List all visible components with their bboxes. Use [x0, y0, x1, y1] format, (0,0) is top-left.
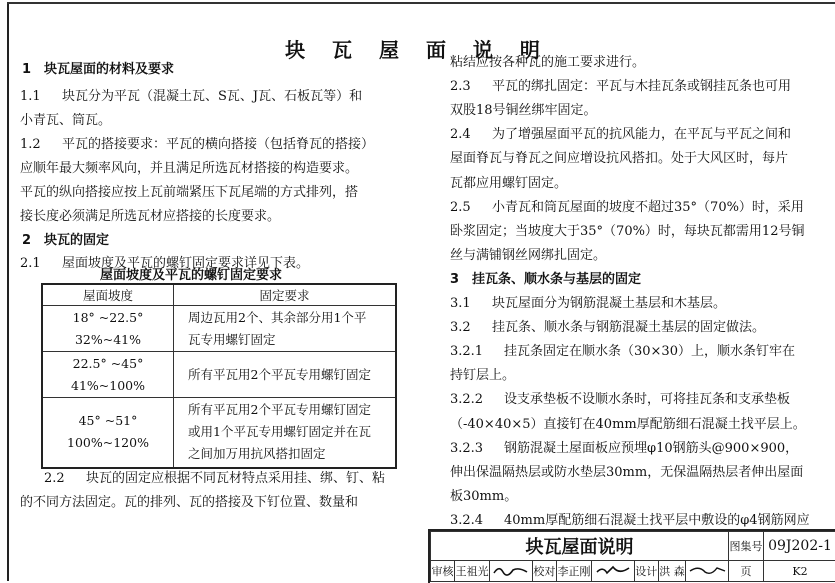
slope-value: 18° ~22.5°: [43, 307, 173, 329]
clause-number: 2.2: [44, 470, 86, 488]
table-title: 屋面坡度及平瓦的螺钉固定要求: [100, 264, 282, 283]
table-header-row: [42, 284, 396, 306]
clause-number: 3.2: [450, 319, 492, 337]
clause-number: 3.2.2: [450, 391, 504, 409]
clause-text: 屋面脊瓦与脊瓦之间应增设抗风搭扣。处于大风区时，每片: [450, 151, 788, 166]
slope-value: 45° ~51°: [43, 410, 173, 432]
clause-text: 丝与满铺钢丝网绑扎固定。: [450, 248, 606, 263]
table-row: [42, 398, 396, 468]
requirement-cell: [174, 352, 397, 398]
clause-text: 卧浆固定；当坡度大于35°（70%）时，每块瓦都需用12号铜: [450, 224, 804, 239]
clause-text: 40mm厚配筋细石混凝土找平层中敷设的φ4钢筋网应: [504, 513, 810, 528]
paragraph-line: [450, 150, 788, 168]
slope-value: 41%~100%: [43, 375, 173, 397]
clause-text: 为了增强屋面平瓦的抗风能力，在平瓦与平瓦之间和: [492, 127, 791, 142]
fixing-requirements-table: [41, 283, 397, 469]
reviewer-signature: [490, 561, 533, 582]
clause-number: 1.1: [20, 88, 62, 106]
check-label: 校对: [532, 561, 556, 582]
header-slope: 屋面坡度: [42, 284, 174, 306]
paragraph-line: [450, 343, 795, 361]
header-requirement: 固定要求: [174, 284, 397, 306]
slope-value: 100%~120%: [43, 432, 173, 454]
paragraph-line: [450, 464, 803, 482]
page-frame-left: [7, 2, 9, 581]
paragraph-line: [450, 247, 606, 265]
clause-text: 块瓦屋面的材料及要求: [44, 62, 174, 77]
clause-text: 平瓦的搭接要求：平瓦的横向搭接（包括脊瓦的搭接）: [62, 137, 374, 152]
paragraph-line: [20, 88, 362, 106]
clause-text: 平瓦的纵向搭接应按上瓦前端紧压下瓦尾端的方式排列，搭: [20, 185, 358, 200]
paragraph-line: [450, 295, 726, 313]
requirement-text: 瓦专用螺钉固定: [188, 329, 395, 351]
atlas-number: 09J202-1: [764, 532, 835, 561]
paragraph-line: [450, 367, 515, 385]
designer-signature: [686, 561, 729, 582]
page-number: K2: [764, 561, 835, 582]
paragraph-line: [450, 126, 791, 144]
paragraph-line: [450, 199, 804, 217]
paragraph-line: [20, 494, 358, 512]
table-row: [42, 352, 396, 398]
checker-signature: [592, 561, 635, 582]
paragraph-line: [20, 208, 280, 226]
clause-number: 3.2.4: [450, 512, 504, 530]
paragraph-line: [20, 112, 111, 130]
clause-number: 2.1: [20, 255, 62, 273]
page-frame-top: [7, 2, 835, 4]
section-heading: [450, 271, 641, 289]
paragraph-line: [450, 54, 645, 72]
requirement-text: 之间加万用抗风搭扣固定: [188, 443, 395, 465]
clause-text: 瓦都应用螺钉固定。: [450, 176, 567, 191]
clause-number: 1: [22, 61, 44, 79]
clause-number: 2.4: [450, 126, 492, 144]
page-label: 页: [729, 561, 764, 582]
paragraph-line: [450, 319, 765, 337]
clause-text: 块瓦的固定应根据不同瓦材特点采用挂、绑、钉、粘: [86, 471, 385, 486]
section-heading: [22, 232, 109, 250]
clause-text: 挂瓦条固定在顺水条（30×30）上，顺水条钉牢在: [504, 344, 795, 359]
clause-number: 1.2: [20, 136, 62, 154]
paragraph-line: [450, 416, 806, 434]
clause-number: 2: [22, 232, 44, 250]
paragraph-line: [450, 223, 804, 241]
checker-name: 李正刚: [556, 561, 591, 582]
clause-text: 小青瓦和筒瓦屋面的坡度不超过35°（70%）时，采用: [492, 200, 804, 215]
clause-text: 小青瓦、筒瓦。: [20, 113, 111, 128]
slope-value: 32%~41%: [43, 329, 173, 351]
clause-text: （-40×40×5）直接钉在40mm厚配筋细石混凝土找平层上。: [450, 417, 806, 432]
title-block: [428, 529, 835, 583]
clause-text: 持钉层上。: [450, 368, 515, 383]
paragraph-line: [20, 136, 374, 154]
requirement-cell: [174, 398, 397, 468]
requirement-cell: [174, 306, 397, 352]
requirement-text: 周边瓦用2个、其余部分用1个平: [188, 307, 395, 329]
paragraph-line: [450, 391, 790, 409]
paragraph-line: [450, 512, 810, 530]
requirement-text: 所有平瓦用2个平瓦专用螺钉固定: [188, 364, 395, 386]
clause-text: 钢筋混凝土屋面板应预埋φ10钢筋头@900×900，: [504, 441, 798, 456]
paragraph-line: [450, 488, 517, 506]
clause-text: 屋面坡度及平瓦的螺钉固定要求详见下表。: [62, 256, 309, 271]
clause-number: 3: [450, 271, 472, 289]
clause-text: 挂瓦条、顺水条与钢筋混凝土基层的固定做法。: [492, 320, 765, 335]
clause-number: 2.3: [450, 78, 492, 96]
clause-text: 接长度必须满足所选瓦材应搭接的长度要求。: [20, 209, 280, 224]
paragraph-line: [450, 78, 791, 96]
reviewer-name: 王祖光: [454, 561, 489, 582]
title-block-title: 块瓦屋面说明: [431, 532, 729, 561]
clause-text: 伸出保温隔热层或防水垫层30mm，无保温隔热层者伸出屋面: [450, 465, 803, 480]
slope-value: 22.5° ~45°: [43, 353, 173, 375]
page-title: 块 瓦 屋 面 说 明: [0, 34, 835, 63]
clause-text: 粘结应按各种瓦的施工要求进行。: [450, 55, 645, 70]
paragraph-line: [450, 440, 798, 458]
clause-text: 双股18号铜丝绑牢固定。: [450, 103, 597, 118]
clause-text: 平瓦的绑扎固定：平瓦与木挂瓦条或钢挂瓦条也可用: [492, 79, 791, 94]
paragraph-line: [44, 470, 385, 488]
paragraph-line: [450, 175, 567, 193]
slope-cell: [42, 352, 174, 398]
slope-cell: [42, 398, 174, 468]
review-label: 审核: [431, 561, 455, 582]
atlas-label: 图集号: [729, 532, 764, 561]
clause-number: 3.2.3: [450, 440, 504, 458]
design-label: 设计: [634, 561, 658, 582]
clause-number: 3.1: [450, 295, 492, 313]
clause-text: 设支承垫板不设顺水条时，可将挂瓦条和支承垫板: [504, 392, 790, 407]
clause-text: 块瓦分为平瓦（混凝土瓦、S瓦、J瓦、石板瓦等）和: [62, 89, 362, 104]
paragraph-line: [450, 102, 597, 120]
designer-name: 洪 森: [658, 561, 686, 582]
clause-text: 挂瓦条、顺水条与基层的固定: [472, 272, 641, 287]
clause-number: 3.2.1: [450, 343, 504, 361]
clause-text: 的不同方法固定。瓦的排列、瓦的搭接及下钉位置、数量和: [20, 495, 358, 510]
clause-text: 块瓦屋面分为钢筋混凝土基层和木基层。: [492, 296, 726, 311]
paragraph-line: [20, 184, 358, 202]
table-row: [42, 306, 396, 352]
clause-text: 板30mm。: [450, 489, 517, 504]
clause-text: 块瓦的固定: [44, 233, 109, 248]
clause-text: 应顺年最大频率风向，并且满足所选瓦材搭接的构造要求。: [20, 161, 358, 176]
slope-cell: [42, 306, 174, 352]
clause-number: 2.5: [450, 199, 492, 217]
requirement-text: 或用1个平瓦专用螺钉固定并在瓦: [188, 421, 395, 443]
section-heading: [22, 61, 174, 79]
paragraph-line: [20, 160, 358, 178]
requirement-text: 所有平瓦用2个平瓦专用螺钉固定: [188, 399, 395, 421]
